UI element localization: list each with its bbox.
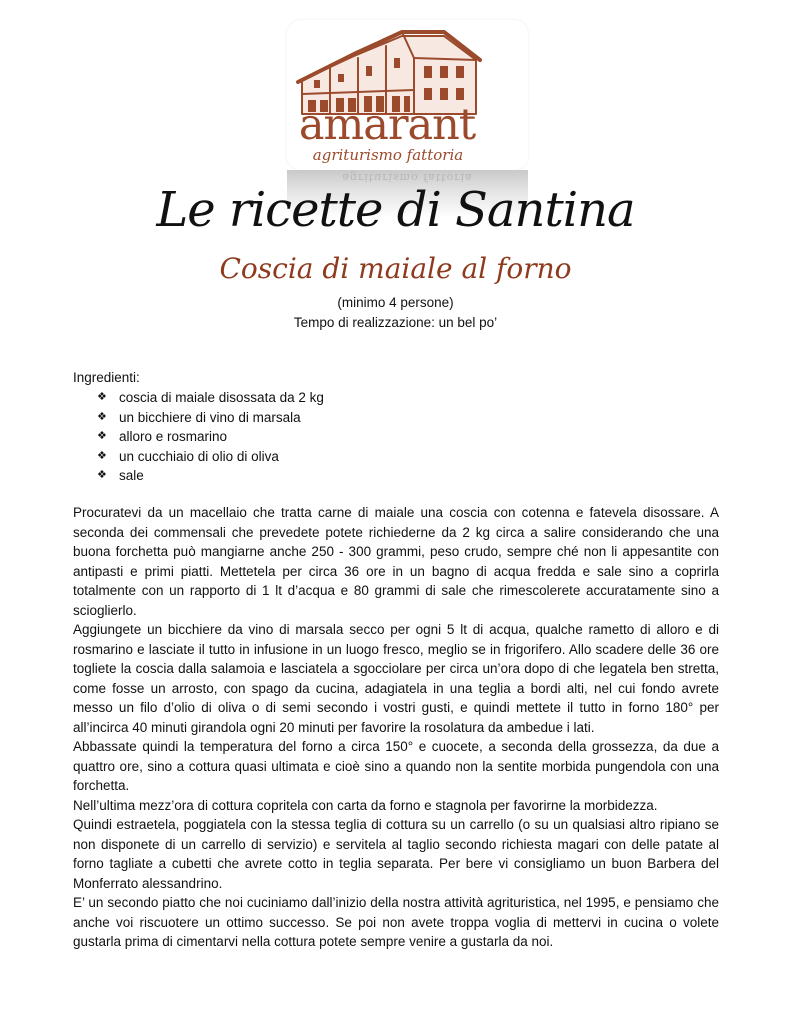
ingredients-heading: Ingredienti: (73, 370, 140, 385)
list-item (97, 388, 324, 408)
diamond-bullet-icon: ❖ (97, 391, 107, 403)
diamond-bullet-icon: ❖ (97, 449, 107, 462)
paragraph: Abbassate quindi la temperatura del forno a circa 150° e cuocete, a seconda della grossezza, da due a quattro ore, sino a cottura quasi ultimata e cioè sino a quando non la sentite morbida pungendola con una forchetta. (73, 739, 719, 793)
list-item (97, 447, 324, 467)
logo-tagline: agriturismo fattoria (312, 146, 464, 164)
logo-reflection-text: agriturismo fattoria (342, 171, 473, 184)
ingredients-list (97, 388, 324, 486)
list-item (97, 427, 324, 447)
paragraph: Quindi estraetela, poggiatela con la stessa teglia di cottura su un carrello (o su un qualsiasi altro ripiano se non disponete di un carrello di servizio) e servitela al taglio secondo richiesta magari con delle patate al forno tagliate a cubetti che avrete cotto in teglia separata. Per bere vi consigliamo un buon Barbera del Monferrato alessandrino. (73, 817, 719, 891)
ingredient-text: un cucchiaio di olio di oliva (119, 448, 279, 464)
recipe-title: Coscia di maiale al forno (219, 252, 572, 285)
diamond-bullet-icon: ❖ (97, 430, 107, 442)
ingredient-text: sale (119, 468, 144, 483)
diamond-bullet-icon: ❖ (97, 410, 107, 423)
servings-note: (minimo 4 persone) (337, 295, 454, 310)
recipe-instructions (73, 503, 719, 952)
list-item (97, 466, 324, 486)
ingredient-text: alloro e rosmarino (119, 429, 228, 444)
paragraph: Nell’ultima mezz’ora di cottura copritela con carta da forno e stagnola per favorirne la morbidezza. (73, 797, 658, 813)
list-item (97, 408, 324, 428)
ingredient-text: coscia di maiale disossata da 2 kg (119, 390, 324, 405)
paragraph: Aggiungete un bicchiere da vino di marsala secco per ogni 5 lt di acqua, qualche rametto di alloro e di rosmarino e lasciate il tutto in infusione in un luogo fresco, meglio se in frigorifero. Allo scadere delle 36 ore togliete la coscia dalla salamoia e lasciatela a sgocciolare per circa un’ora dopo di che legatela ben stretta, come fosse un arrosto, con spago da cucina, adagiatela in una teglia a bordi alti, nel cui fondo avrete messo un filo d’olio di oliva o di semi secondo i vostri gusti, e quindi mettete il tutto in forno 180° per all’incirca 40 minuti girandola ogni 20 minuti per favorire la rosolatura da ambedue i lati. (73, 622, 719, 735)
diamond-bullet-icon: ❖ (97, 469, 107, 481)
prep-time: Tempo di realizzazione: un bel po’ (293, 315, 498, 330)
page-title: Le ricette di Santina (156, 182, 635, 238)
paragraph: Procuratevi da un macellaio che tratta carne di maiale una coscia con cotenna e fatevela disossare. A seconda dei commensali che prevedete potete richiederne da 2 kg circa a salire considerando che una buona forchetta può mangiarne anche 250 - 300 grammi, peso crudo, sempre ché non li appesantite con antipasti e primi piatti. Mettetela per circa 36 ore in un bagno di acqua fredda e sale sino a coprirla totalmente con un rapporto di 1 lt d’acqua e 80 grammi di sale che rimescolerete accuratamente sino a scioglierlo. (73, 505, 719, 618)
paragraph: E’ un secondo piatto che noi cuciniamo dall’inizio della nostra attività agrituristica, nel 1995, e pensiamo che anche voi riscuotere un ottimo successo. Se poi non avete troppa voglia di mettervi in cucina o volete gustarla prima di cimentarvi nella cottura potete sempre venire a gustarla da noi. (73, 895, 719, 949)
ingredient-text: un bicchiere di vino di marsala (119, 409, 301, 425)
logo-brand-name: amarant (298, 100, 476, 150)
